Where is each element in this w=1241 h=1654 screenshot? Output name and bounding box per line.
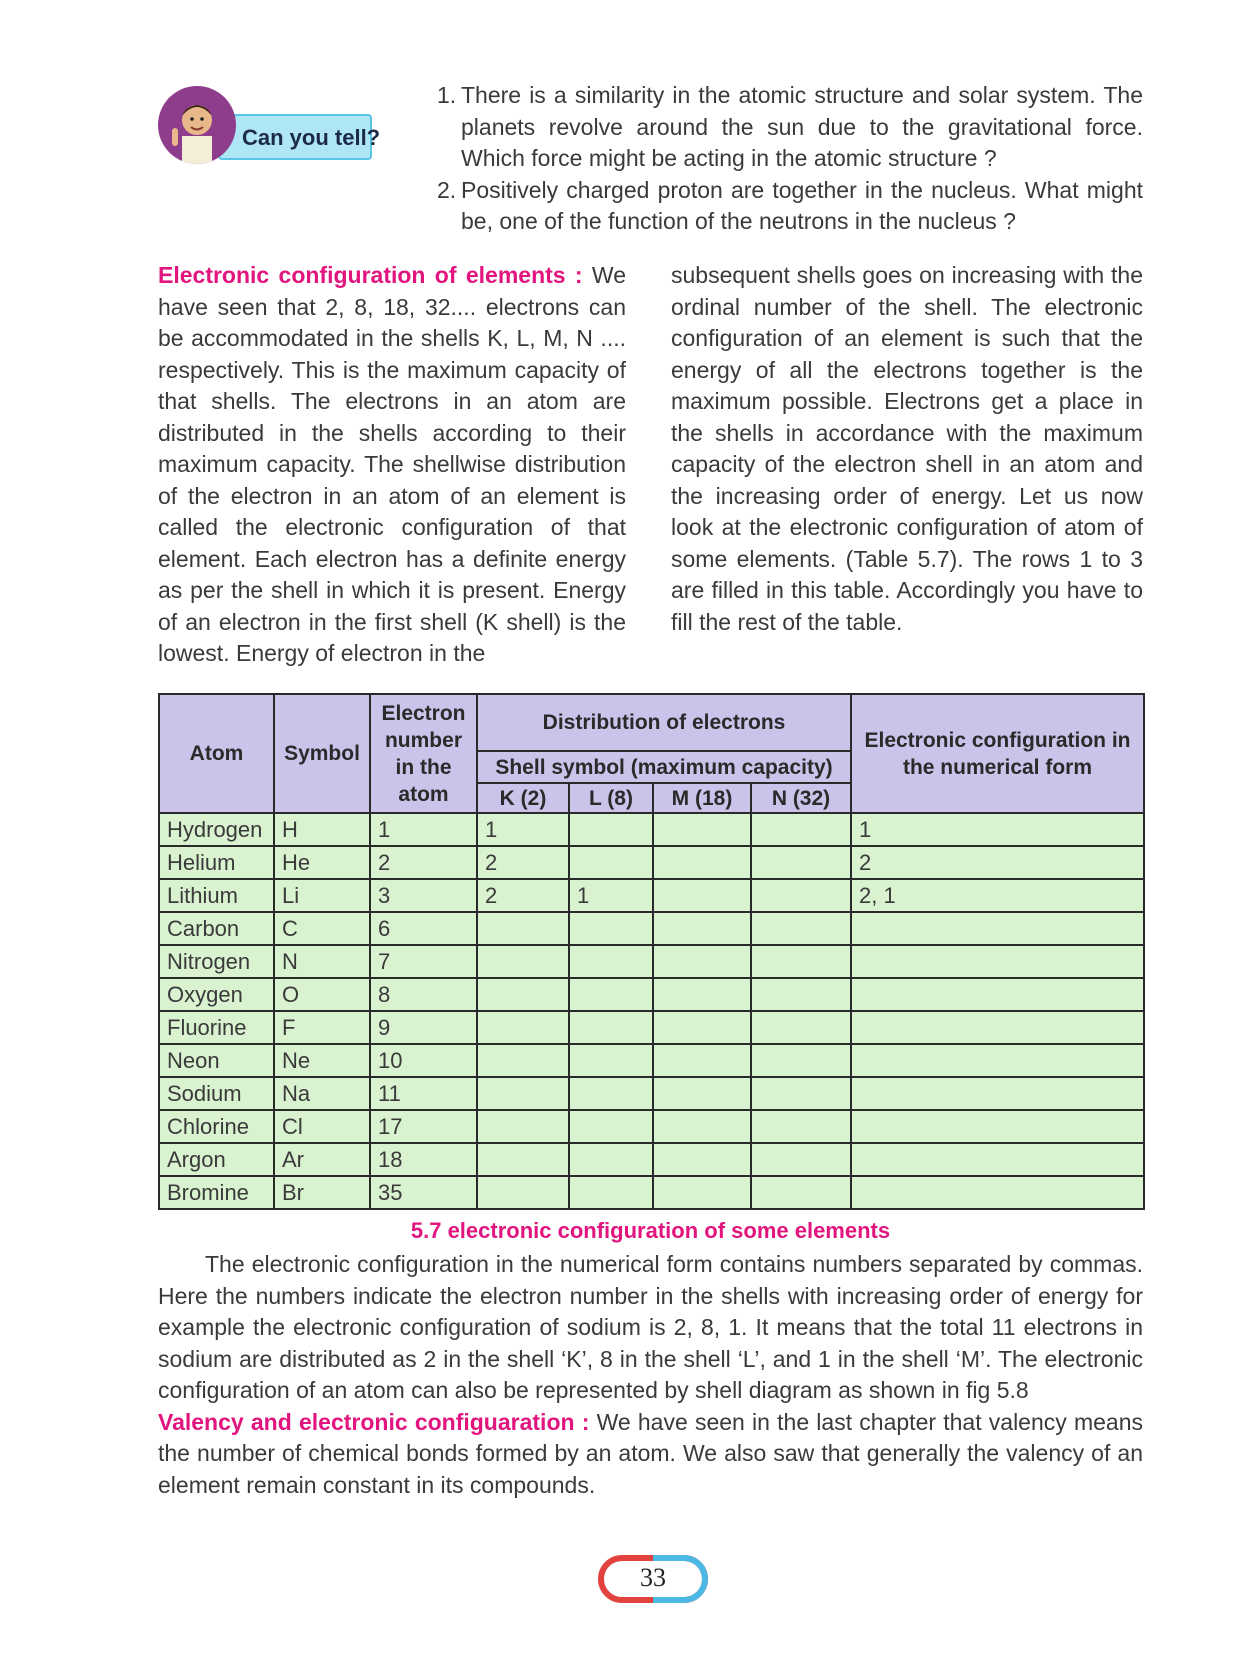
cell-config	[851, 1143, 1144, 1176]
cell-atom: Fluorine	[159, 1011, 274, 1044]
cell-atom: Neon	[159, 1044, 274, 1077]
cell-m	[653, 1110, 751, 1143]
cell-k	[477, 945, 569, 978]
cell-l	[569, 945, 653, 978]
cell-n	[751, 912, 851, 945]
cell-l	[569, 978, 653, 1011]
cell-k	[477, 1077, 569, 1110]
cell-n	[751, 945, 851, 978]
cell-k: 2	[477, 846, 569, 879]
cell-number: 1	[370, 813, 477, 846]
table-row	[159, 945, 1144, 978]
cell-m	[653, 1176, 751, 1209]
cell-atom: Lithium	[159, 879, 274, 912]
table-row	[159, 879, 1144, 912]
cell-l	[569, 1044, 653, 1077]
cell-m	[653, 1077, 751, 1110]
boy-pointing-icon	[158, 86, 236, 164]
cell-n	[751, 978, 851, 1011]
paragraph-numerical-form: The electronic configuration in the numerical form contains numbers separated by commas. Here the numbers indicate the electron number in the shells with increasing order of energy for example the electronic configuration of sodium is 2, 8, 1. It means that the total 11 electrons in sodium are distributed as 2 in the shell ‘K’, 8 in the shell ‘L’, and 1 in the shell ‘M’. The electronic configuration of an atom can also be represented by shell diagram as shown in fig 5.8	[158, 1251, 1143, 1403]
right-column-text: subsequent shells goes on increasing with the ordinal number of the shell. The electronic configuration of an element is such that the energy of all the electrons together is the maximum possible. Electrons get a place in the shells in accordance with the maximum capacity of the electron shell in an atom and the increasing order of energy. Let us now look at the electronic configuration of atom of some elements. (Table 5.7). The rows 1 to 3 are filled in this table. Accordingly you have to fill the rest of the table.	[671, 262, 1143, 635]
cell-symbol: F	[274, 1011, 370, 1044]
cell-l	[569, 1011, 653, 1044]
cell-n	[751, 1110, 851, 1143]
cell-l	[569, 1077, 653, 1110]
cell-l	[569, 1176, 653, 1209]
cell-k	[477, 912, 569, 945]
header-atom: Atom	[159, 694, 274, 813]
cell-number: 35	[370, 1176, 477, 1209]
valency-text: We have seen in the last chapter that valency means the number of chemical bonds formed by an atom. We also saw that generally the valency of an element remain constant in its compounds.	[158, 1408, 1143, 1498]
header-shell-k: K (2)	[477, 783, 569, 813]
bottom-text	[158, 1249, 1143, 1501]
can-you-tell-badge	[158, 86, 388, 168]
question-item	[437, 80, 1143, 175]
cell-k	[477, 978, 569, 1011]
paragraph-valency	[158, 1407, 1143, 1502]
cell-m	[653, 978, 751, 1011]
question-list	[437, 80, 1143, 238]
question-text: Positively charged proton are together in the nucleus. What might be, one of the function of the neutrons in the nucleus ?	[461, 176, 1143, 234]
cell-atom: Bromine	[159, 1176, 274, 1209]
cell-l	[569, 912, 653, 945]
table-row	[159, 1044, 1144, 1077]
header-shell-symbol: Shell symbol (maximum capacity)	[477, 751, 851, 783]
question-number: 1.	[437, 82, 457, 108]
header-distribution: Distribution of electrons	[477, 694, 851, 751]
cell-symbol: Ar	[274, 1143, 370, 1176]
cell-config: 1	[851, 813, 1144, 846]
cell-n	[751, 1077, 851, 1110]
cell-k	[477, 1011, 569, 1044]
cell-symbol: He	[274, 846, 370, 879]
table-row	[159, 1077, 1144, 1110]
cell-m	[653, 1044, 751, 1077]
electron-configuration-table	[158, 693, 1143, 1210]
cell-l	[569, 813, 653, 846]
cell-number: 18	[370, 1143, 477, 1176]
cell-n	[751, 1011, 851, 1044]
cell-number: 10	[370, 1044, 477, 1077]
cell-m	[653, 846, 751, 879]
cell-config	[851, 945, 1144, 978]
cell-m	[653, 1143, 751, 1176]
cell-number: 2	[370, 846, 477, 879]
cell-n	[751, 846, 851, 879]
cell-config: 2	[851, 846, 1144, 879]
cell-number: 8	[370, 978, 477, 1011]
section-heading-electronic-configuration: Electronic configuration of elements :	[158, 262, 583, 288]
table-row	[159, 1110, 1144, 1143]
cell-config	[851, 912, 1144, 945]
cell-n	[751, 879, 851, 912]
cell-atom: Hydrogen	[159, 813, 274, 846]
cell-symbol: Cl	[274, 1110, 370, 1143]
left-column	[158, 260, 626, 670]
header-shell-n: N (32)	[751, 783, 851, 813]
cell-config	[851, 1077, 1144, 1110]
cell-m	[653, 879, 751, 912]
cell-number: 9	[370, 1011, 477, 1044]
cell-l	[569, 846, 653, 879]
left-column-text: We have seen that 2, 8, 18, 32.... electrons can be accommodated in the shells K, L, M, N .... respectively. This is the maximum capacity of that shells. The electrons in an atom are distributed in the shells according to their maximum capacity. The shellwise distribution of the electron in an atom of an element is called the electronic configuration of that element. Each electron has a definite energy as per the shell in which it is present. Energy of an electron in the first shell (K shell) is the lowest. Energy of electron in the	[158, 262, 627, 666]
cell-config: 2, 1	[851, 879, 1144, 912]
cell-k: 2	[477, 879, 569, 912]
cell-symbol: Li	[274, 879, 370, 912]
cell-k	[477, 1110, 569, 1143]
question-text: There is a similarity in the atomic structure and solar system. The planets revolve around the sun due to the gravitational force. Which force might be acting in the atomic structure ?	[461, 82, 1143, 171]
question-number: 2.	[437, 176, 457, 203]
cell-atom: Sodium	[159, 1077, 274, 1110]
table-row	[159, 978, 1144, 1011]
cell-config	[851, 1011, 1144, 1044]
cell-config	[851, 1176, 1144, 1209]
cell-l: 1	[569, 879, 653, 912]
badge-label: Can you tell?	[242, 125, 381, 150]
header-electron-number: Electron number in the atom	[370, 694, 477, 813]
cell-symbol: Na	[274, 1077, 370, 1110]
header-shell-l: L (8)	[569, 783, 653, 813]
cell-number: 11	[370, 1077, 477, 1110]
cell-atom: Nitrogen	[159, 945, 274, 978]
cell-number: 6	[370, 912, 477, 945]
table-row	[159, 1176, 1144, 1209]
page-number: 33	[640, 1563, 666, 1592]
cell-m	[653, 1011, 751, 1044]
cell-atom: Oxygen	[159, 978, 274, 1011]
cell-symbol: O	[274, 978, 370, 1011]
table-body	[159, 813, 1144, 1209]
cell-symbol: C	[274, 912, 370, 945]
right-column	[671, 260, 1143, 638]
cell-l	[569, 1143, 653, 1176]
cell-k: 1	[477, 813, 569, 846]
header-shell-m: M (18)	[653, 783, 751, 813]
cell-symbol: N	[274, 945, 370, 978]
table-row	[159, 846, 1144, 879]
cell-n	[751, 1044, 851, 1077]
cell-k	[477, 1044, 569, 1077]
cell-n	[751, 1176, 851, 1209]
cell-atom: Carbon	[159, 912, 274, 945]
cell-config	[851, 1110, 1144, 1143]
cell-symbol: Ne	[274, 1044, 370, 1077]
cell-number: 3	[370, 879, 477, 912]
cell-k	[477, 1143, 569, 1176]
page-number-badge	[598, 1555, 708, 1603]
cell-symbol: Br	[274, 1176, 370, 1209]
cell-config	[851, 978, 1144, 1011]
cell-k	[477, 1176, 569, 1209]
cell-n	[751, 1143, 851, 1176]
question-item	[437, 175, 1143, 238]
cell-m	[653, 945, 751, 978]
cell-m	[653, 912, 751, 945]
cell-m	[653, 813, 751, 846]
cell-config	[851, 1044, 1144, 1077]
section-heading-valency: Valency and electronic configuaration :	[158, 1408, 590, 1435]
cell-number: 7	[370, 945, 477, 978]
cell-atom: Helium	[159, 846, 274, 879]
cell-atom: Argon	[159, 1143, 274, 1176]
table-row	[159, 813, 1144, 846]
header-configuration: Electronic configuration in the numerical form	[851, 694, 1144, 813]
table-row	[159, 1011, 1144, 1044]
cell-number: 17	[370, 1110, 477, 1143]
cell-atom: Chlorine	[159, 1110, 274, 1143]
cell-l	[569, 1110, 653, 1143]
table-row	[159, 912, 1144, 945]
table-caption: 5.7 electronic configuration of some elements	[410, 1218, 891, 1243]
table-row	[159, 1143, 1144, 1176]
cell-n	[751, 813, 851, 846]
header-symbol: Symbol	[274, 694, 370, 813]
cell-symbol: H	[274, 813, 370, 846]
